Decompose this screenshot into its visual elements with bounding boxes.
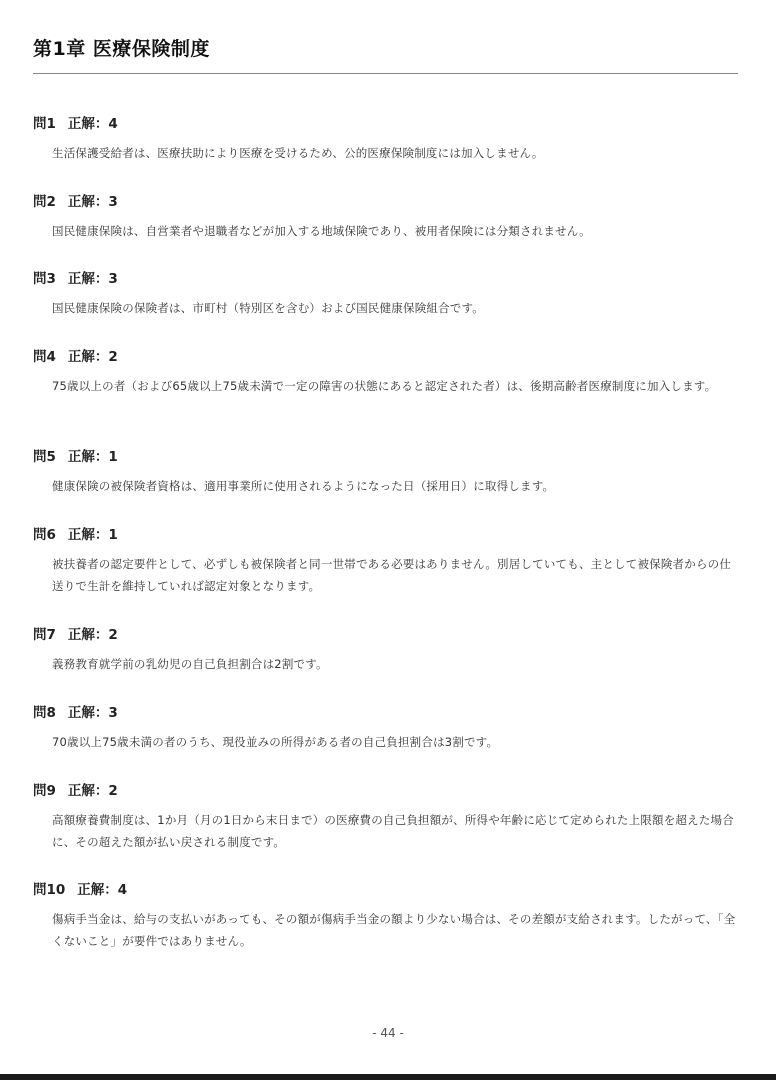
page-number: - 44 - [372, 1026, 404, 1040]
question-number: 問5 [33, 449, 56, 465]
explanation-text: 国民健康保険は、自営業者や退職者などが加入する地域保険であり、被用者保険には分類されません。 [52, 224, 591, 238]
question-10 [33, 879, 738, 952]
question-number: 問2 [33, 194, 56, 210]
question-2 [33, 191, 738, 242]
question-header [33, 879, 738, 901]
question-number: 問3 [33, 271, 56, 287]
question-header [33, 702, 738, 724]
question-header [33, 446, 738, 468]
explanation-text: 健康保険の被保険者資格は、適用事業所に使用されるようになった日（採用日）に取得します。 [52, 479, 555, 493]
question-3 [33, 268, 738, 319]
question-header [33, 113, 738, 135]
question-1 [33, 113, 738, 164]
correct-answer: 正解：1 [67, 527, 118, 543]
explanation-text: 70歳以上75歳未満の者のうち、現役並みの所得がある者の自己負担割合は3割です。 [52, 735, 499, 749]
question-number: 問8 [33, 705, 56, 721]
explanation-text: 義務教育就学前の乳幼児の自己負担割合は2割です。 [52, 657, 328, 671]
explanation-text: 生活保護受給者は、医療扶助により医療を受けるため、公的医療保険制度には加入しません。 [52, 146, 544, 160]
question-header [33, 780, 738, 802]
question-number: 問9 [33, 783, 56, 799]
page-bottom-edge [0, 1074, 776, 1080]
question-header [33, 524, 738, 546]
correct-answer: 正解：2 [67, 783, 118, 799]
question-number: 問1 [33, 116, 56, 132]
explanation-text: 75歳以上の者（および65歳以上75歳未満で一定の障害の状態にあると認定された者）は、後期高齢者医療制度に加入します。 [52, 379, 717, 393]
question-number: 問7 [33, 627, 56, 643]
correct-answer: 正解：4 [67, 116, 118, 132]
question-7 [33, 624, 738, 675]
explanation-text: 高額療養費制度は、1か月（月の1日から末日まで）の医療費の自己負担額が、所得や年齢に応じて定められた上限額を超えた場合に、その超えた額が払い戻される制度です。 [52, 813, 734, 849]
question-header [33, 346, 738, 368]
question-9 [33, 780, 738, 853]
correct-answer: 正解：1 [67, 449, 118, 465]
correct-answer: 正解：4 [77, 882, 128, 898]
title-divider [33, 73, 738, 74]
correct-answer: 正解：2 [67, 349, 118, 365]
question-number: 問10 [33, 882, 66, 898]
correct-answer: 正解：2 [67, 627, 118, 643]
explanation-text: 傷病手当金は、給与の支払いがあっても、その額が傷病手当金の額より少ない場合は、その差額が支給されます。したがって、「全くないこと」が要件ではありません。 [52, 912, 736, 948]
question-number: 問4 [33, 349, 56, 365]
question-header [33, 268, 738, 290]
question-number: 問6 [33, 527, 56, 543]
question-4 [33, 346, 738, 397]
explanation-text: 国民健康保険の保険者は、市町村（特別区を含む）および国民健康保険組合です。 [52, 301, 484, 315]
question-6 [33, 524, 738, 597]
explanation-text: 被扶養者の認定要件として、必ずしも被保険者と同一世帯である必要はありません。別居していても、主として被保険者からの仕送りで生計を維持していれば認定対象となります。 [52, 557, 732, 593]
correct-answer: 正解：3 [67, 705, 118, 721]
question-header [33, 624, 738, 646]
question-5 [33, 446, 738, 497]
question-8 [33, 702, 738, 753]
correct-answer: 正解：3 [67, 271, 118, 287]
correct-answer: 正解：3 [67, 194, 118, 210]
question-header [33, 191, 738, 213]
page-title: 第1章 医療保険制度 [33, 38, 210, 60]
